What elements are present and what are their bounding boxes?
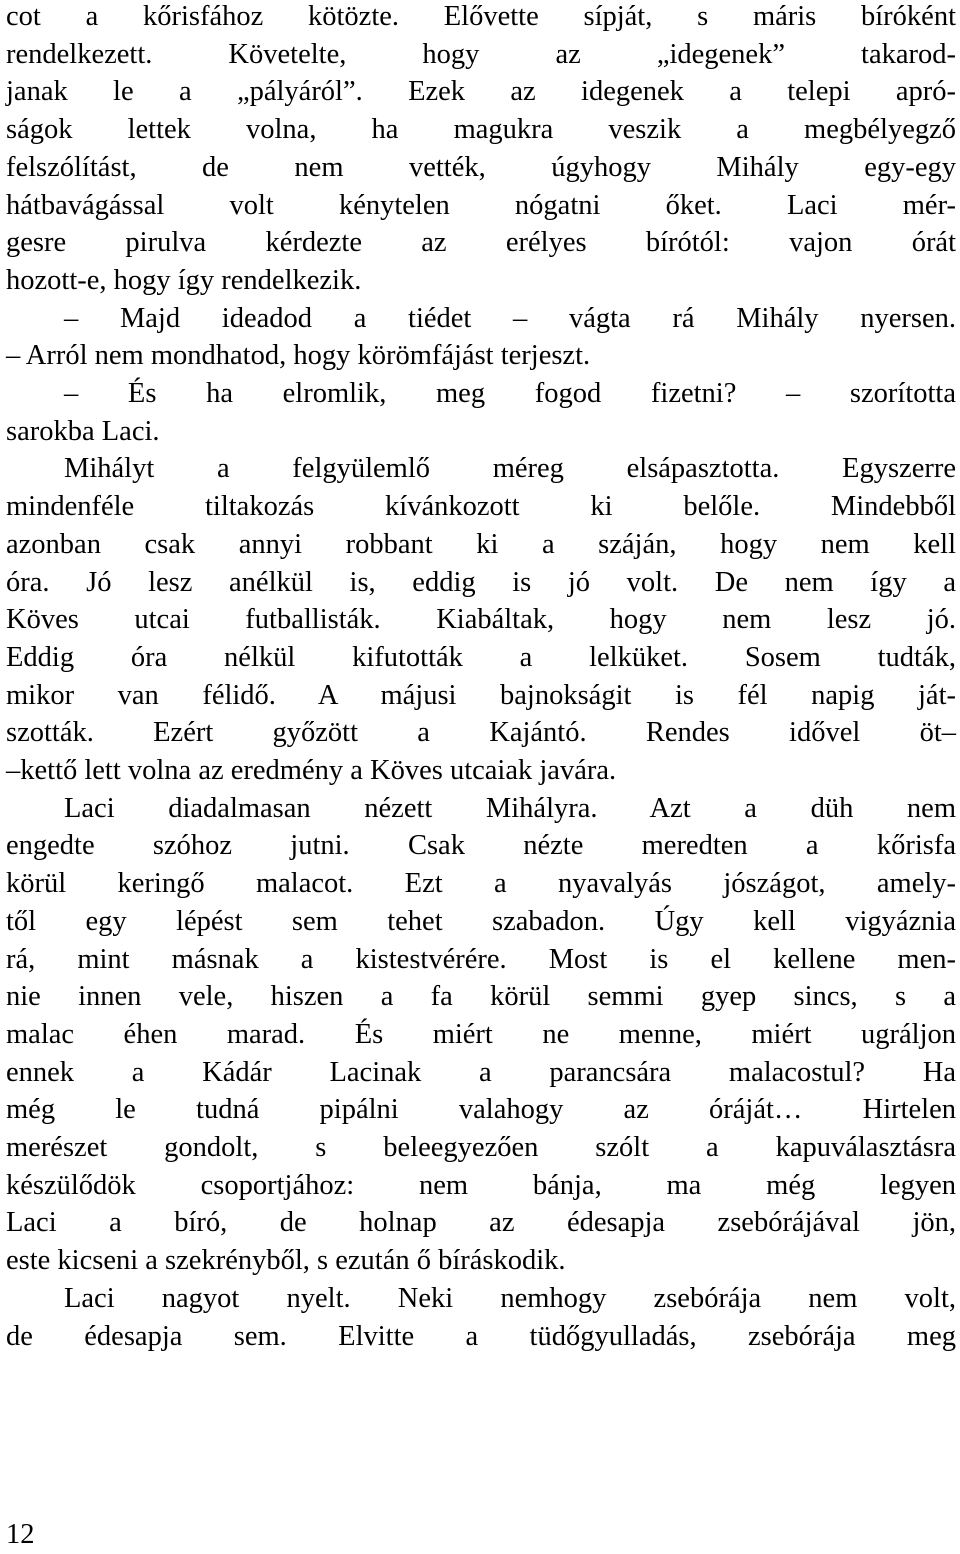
text-line: hátbavágással volt kénytelen nógatni őket. Laci mér- (6, 189, 956, 221)
book-page (6, 0, 956, 1554)
text-line: hozott-e, hogy így rendelkezik. (6, 264, 362, 296)
text-line: mindenféle tiltakozás kívánkozott ki belőle. Mindebből (6, 491, 956, 523)
paragraph-start: Mihályt a felgyülemlő méreg elsápasztotta. Egyszerre (64, 453, 956, 485)
text-line: készülődök csoportjához: nem bánja, ma még legyen (6, 1169, 956, 1201)
text-line: Köves utcai futballisták. Kiabáltak, hogy nem lesz jó. (6, 604, 956, 636)
text-line: azonban csak annyi robbant ki a száján, hogy nem kell (6, 528, 956, 560)
text-line: rendelkezett. Követelte, hogy az „idegenek” takarod- (6, 38, 956, 70)
text-line: mikor van félidő. A májusi bajnokságit is fél napig ját- (6, 679, 956, 711)
paragraph-start: Laci nagyot nyelt. Neki nemhogy zsebórája nem volt, (64, 1282, 956, 1314)
text-line: től egy lépést sem tehet szabadon. Úgy kell vigyáznia (6, 905, 956, 937)
dialogue-line: – És ha elromlik, meg fogod fizetni? – szorította (64, 378, 956, 409)
text-line: sarokba Laci. (6, 415, 160, 447)
text-line: ennek a Kádár Lacinak a parancsára malacostul? Ha (6, 1056, 956, 1088)
text-line: merészet gondolt, s beleegyezően szólt a kapuválasztásra (6, 1132, 956, 1163)
text-line: még le tudná pipálni valahogy az óráját… Hirtelen (6, 1094, 956, 1126)
text-line: este kicseni a szekrényből, s ezután ő bíráskodik. (6, 1245, 566, 1277)
page-number: 12 (6, 1519, 35, 1550)
dialogue-line: – Majd ideadod a tiédet – vágta rá Mihály nyersen. (64, 302, 956, 334)
text-line: janak le a „pályáról”. Ezek az idegenek a telepi apró- (6, 76, 956, 108)
text-line: de édesapja sem. Elvitte a tüdőgyulladás, zsebórája meg (6, 1320, 956, 1352)
paragraph-start: Laci diadalmasan nézett Mihályra. Azt a düh nem (64, 792, 956, 824)
text-line: rá, mint másnak a kistestvérére. Most is el kellene men- (6, 943, 956, 975)
text-line: engedte szóhoz jutni. Csak nézte meredten a kőrisfa (6, 830, 956, 862)
text-line: nie innen vele, hiszen a fa körül semmi gyep sincs, s a (6, 981, 956, 1013)
text-line: körül keringő malacot. Ezt a nyavalyás jószágot, amely- (6, 868, 956, 900)
text-line: malac éhen marad. És miért ne menne, miért ugráljon (6, 1018, 956, 1050)
text-line: Laci a bíró, de holnap az édesapja zsebórájával jön, (6, 1207, 956, 1239)
text-line: gesre pirulva kérdezte az erélyes bírótól: vajon órát (6, 227, 956, 259)
text-line: cot a kőrisfához kötözte. Elővette sípját, s máris bíróként (6, 1, 956, 32)
text-line: szották. Ezért győzött a Kajántó. Rendes idővel öt– (6, 717, 956, 749)
text-line: ságok lettek volna, ha magukra veszik a megbélyegző (6, 114, 956, 146)
text-line: óra. Jó lesz anélkül is, eddig is jó volt. De nem így a (6, 566, 956, 598)
text-line: felszólítást, de nem vették, úgyhogy Mihály egy-egy (6, 151, 956, 183)
dialogue-line: – Arról nem mondhatod, hogy körömfájást terjeszt. (6, 340, 591, 372)
text-line: –kettő lett volna az eredmény a Köves utcaiak javára. (6, 755, 617, 786)
text-line: Eddig óra nélkül kifutották a lelküket. Sosem tudták, (6, 641, 956, 673)
